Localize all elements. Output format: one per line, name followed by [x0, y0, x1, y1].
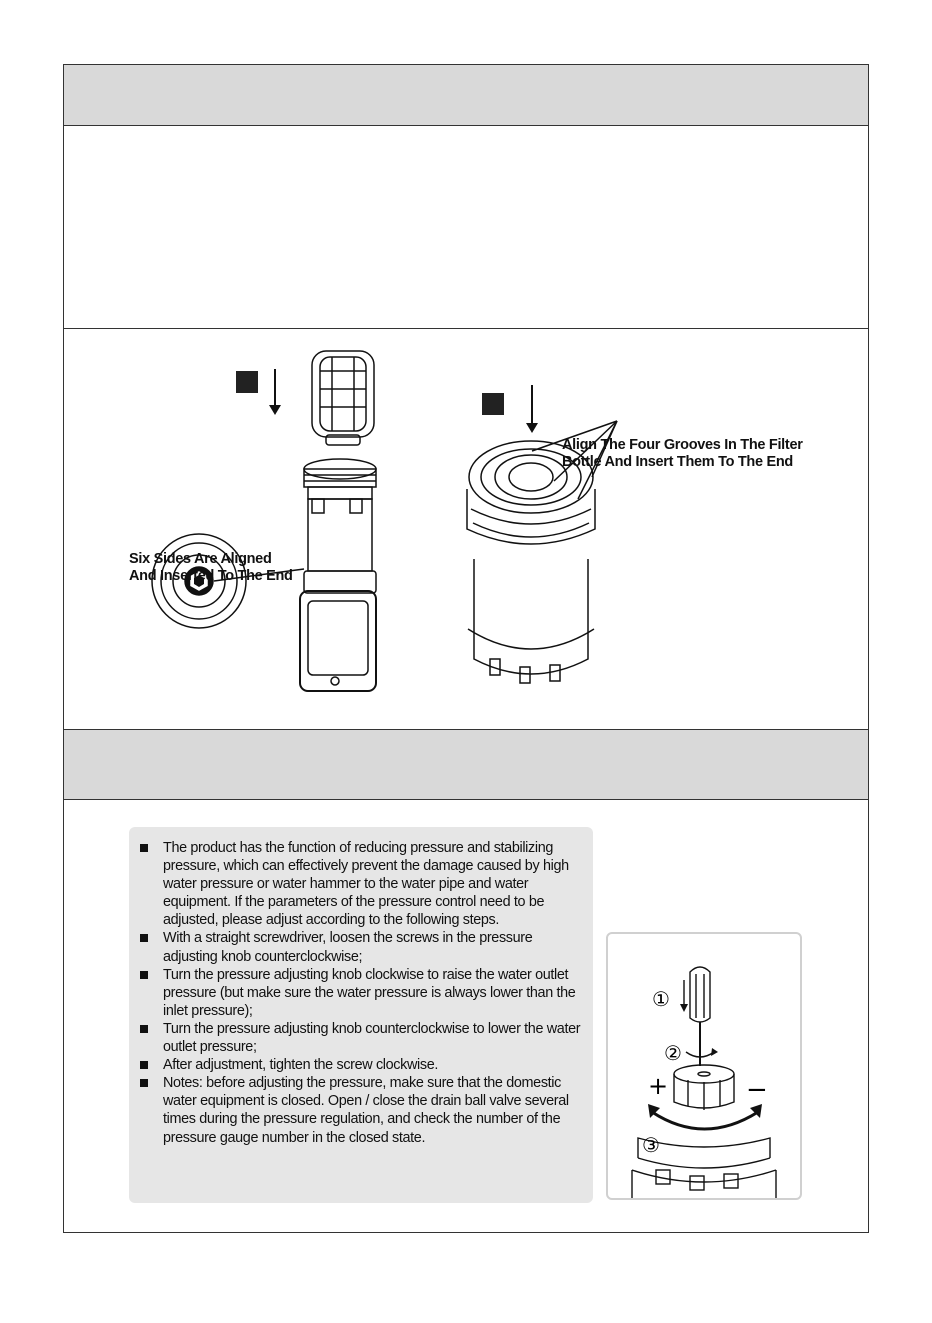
step-mark-3: ③ — [642, 1133, 660, 1157]
instruction-item: With a straight screwdriver, loosen the screws in the pressure adjusting knob counterclockwise; — [139, 929, 583, 965]
minus-sign: − — [746, 1075, 768, 1105]
instruction-item: The product has the function of reducing pressure and stabilizing pressure, which can effectively prevent the damage caused by high water pressure or water hammer to the water pipe and water equipment. If the parameters of the pressure control need to be adjusted, please adjust according to the following steps. — [139, 839, 583, 929]
bullet-icon — [140, 1061, 148, 1069]
screwdriver-knob-diagram — [608, 934, 800, 1198]
instruction-item: Turn the pressure adjusting knob counterclockwise to lower the water outlet pressure; — [139, 1020, 583, 1056]
step-mark-1: ① — [652, 987, 670, 1011]
six-sides-label: Six Sides Are Aligned And Inserted To The End — [129, 551, 293, 584]
pressure-instruction-list — [139, 839, 583, 1147]
bullet-icon — [140, 1025, 148, 1033]
filter-installation-illustration — [64, 329, 868, 730]
step-1-badge — [236, 371, 258, 393]
instruction-item: Notes: before adjusting the pressure, make sure that the domestic water equipment is closed. Open / close the drain ball valve several times during the pressure regulation, and check the number of the pressure gauge number in the closed state. — [139, 1074, 583, 1146]
step-mark-2: ② — [664, 1041, 682, 1065]
section-header-bar — [64, 65, 868, 126]
pressure-knob-illustration — [606, 932, 802, 1200]
four-grooves-label: Align The Four Grooves In The Filter Bottle And Insert Them To The End — [562, 437, 803, 470]
bullet-icon — [140, 934, 148, 942]
instruction-item: Turn the pressure adjusting knob clockwise to raise the water outlet pressure (but make sure the water pressure is always lower than the inlet pressure); — [139, 966, 583, 1020]
bullet-icon — [140, 1079, 148, 1087]
step-2-badge — [482, 393, 504, 415]
plus-sign: + — [648, 1072, 669, 1100]
pressure-adjustment-section — [64, 800, 868, 1232]
installation-diagram — [64, 329, 870, 729]
filter-cartridge-drawing — [312, 351, 374, 445]
manual-page-frame — [63, 64, 869, 1233]
blank-section — [64, 126, 868, 329]
bullet-icon — [140, 844, 148, 852]
section-header-bar-2 — [64, 730, 868, 800]
pressure-instructions-box — [129, 827, 593, 1203]
filter-housing-drawing — [300, 459, 376, 691]
bullet-icon — [140, 971, 148, 979]
instruction-item: After adjustment, tighten the screw clockwise. — [139, 1056, 583, 1074]
